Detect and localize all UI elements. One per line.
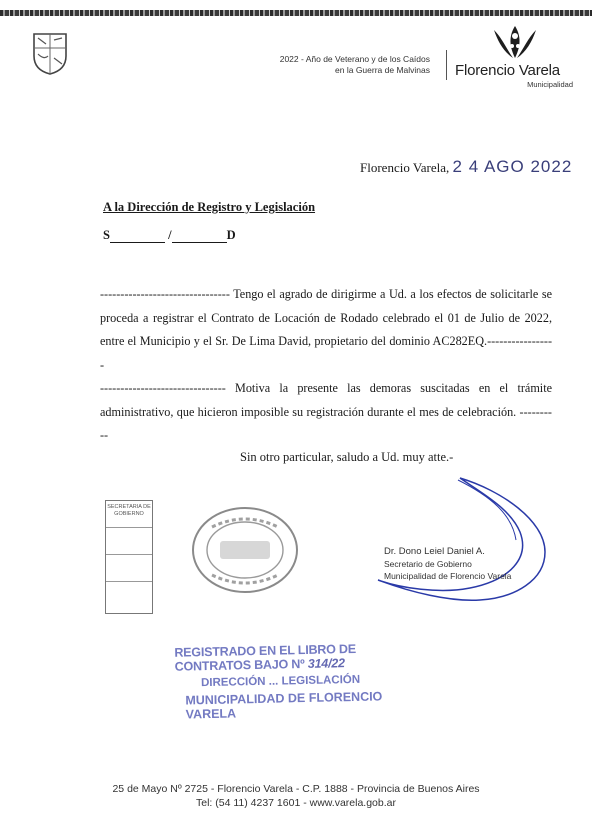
signature-icon — [340, 470, 570, 610]
salutation-sd — [103, 228, 236, 243]
footer — [0, 782, 592, 810]
closing-line: Sin otro particular, saludo a Ud. muy atte.- — [240, 450, 454, 464]
footer-contact: Tel: (54 11) 4237 1601 - www.varela.gob.ar — [195, 797, 396, 809]
registration-number: 314/22 — [307, 656, 346, 671]
signer-org: Municipalidad de Florencio Varela — [384, 571, 512, 581]
municipal-crest-icon — [30, 30, 70, 76]
sd-left: S — [103, 228, 110, 242]
place: Florencio Varela, — [360, 160, 450, 175]
logo-subtitle: Municipalidad — [527, 80, 573, 89]
sd-mid: / — [168, 228, 172, 242]
letter-body — [100, 283, 552, 448]
signer-block — [384, 546, 534, 582]
sd-underline-2 — [172, 230, 227, 243]
paragraph-2: ------------------------------- Motiva la presente las demoras suscitadas en el trámite administrativo, que hicieron imposible su registración durante el mes de celebración. ---------- — [100, 381, 552, 442]
florencio-varela-logo-icon — [488, 24, 542, 60]
registration-stamp-line-3: MUNICIPALIDAD DE FLORENCIO VARELA — [185, 689, 383, 722]
registration-stamp-line-2: DIRECCIÓN ... LEGISLACIÓN — [200, 673, 361, 690]
header-divider — [446, 50, 447, 80]
year-line-2: en la Guerra de Malvinas — [335, 65, 430, 75]
stamp-cell-2 — [106, 528, 152, 555]
addressee: A la Dirección de Registro y Legislación — [103, 200, 316, 214]
footer-address: 25 de Mayo Nº 2725 - Florencio Varela - C.P. 1888 - Provincia de Buenos Aires — [112, 783, 480, 795]
year-line-1: 2022 - Año de Veterano y de los Caídos — [279, 54, 430, 64]
municipal-seal-icon — [190, 505, 300, 595]
stamped-date: 2 4 AGO 2022 — [452, 157, 573, 176]
office-stamp-box — [105, 500, 153, 614]
stamp-cell-1: SECRETARIA DE GOBIERNO — [106, 501, 152, 528]
signer-title: Secretario de Gobierno — [384, 559, 472, 569]
registration-label: REGISTRADO EN EL LIBRO DE CONTRATOS BAJO Nº — [174, 641, 357, 674]
registration-stamp — [174, 640, 436, 721]
stamp-cell-3 — [106, 555, 152, 582]
logo-name: Florencio Varela — [455, 62, 560, 79]
stamp-cell-4 — [106, 582, 152, 609]
registration-stamp-line-1 — [174, 640, 435, 673]
paragraph-1: -------------------------------- Tengo el agrado de dirigirme a Ud. a los efectos de solicitarle se proceda a registrar el Contrato de Locación de Rodado celebrado el 01 de Julio de 2022, entre el Municipio y el Sr. De Lima David, propietario del dominio AC282EQ.----------------- — [100, 287, 552, 372]
signer-name: Dr. Dono Leiel Daniel A. — [384, 546, 485, 557]
sd-underline-1 — [110, 230, 165, 243]
sd-right: D — [226, 228, 236, 242]
place-and-date — [360, 157, 572, 177]
commemorative-year-text — [230, 54, 430, 76]
top-border-strip — [0, 10, 592, 16]
